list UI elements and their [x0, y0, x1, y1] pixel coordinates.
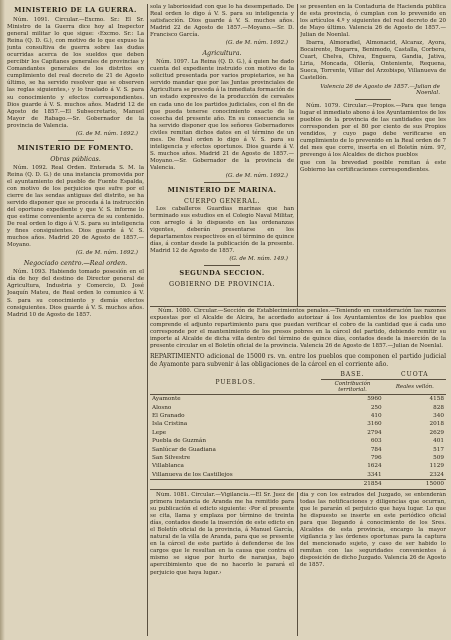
- repartimiento-title: REPARTIMIENTO adicional de 15000 rs. vn. entre los pueblos que componen el partido judicial de Ayamonte para subvenir á las obligaciones de la cárcel en el corriente año.: [150, 353, 446, 368]
- article-1097: Núm. 1097. La Reina (Q. D. G.), á quien he dado cuenta del expediente instruido con motivo de la solicitud presentada por varios propietarios, se ha servido mandar que por las Juntas provinciales de Agricultura se proceda á la inmediata formación de un estado expresivo de la producción de cereales en cada uno de los partidos judiciales, con el fin de que pueda tenerse conocimiento exacto de la cosecha del presente año. En su consecuencia se ha servido disponer que los señores Gobernadores civiles remitan dichos datos en el término de un mes. De Real orden lo digo á V. S. para su inteligencia y efectos oportunos. Dios guarde á V. S. muchos años. Madrid 21 de Agosto de 1857.—Moyano.—Sr. Gobernador de la provincia de Valencia.: [150, 59, 294, 171]
- cuota-value: 509: [433, 455, 444, 462]
- heading-ministerio-marina: MINISTERIO DE MARINA.: [167, 185, 277, 194]
- subheading-gobierno-provincia: GOBIERNO DE PROVINCIA.: [169, 280, 275, 289]
- article-1080-block: [150, 308, 446, 488]
- town-name: El Granado: [152, 413, 185, 420]
- signature-gazette-ref: (G. de M. núm. 1692.): [75, 130, 138, 137]
- cuota-value: 2629: [429, 429, 444, 436]
- total-cuota: 15000: [384, 480, 446, 489]
- signature-gazette-ref: (G. de M. núm. 1692.): [225, 172, 288, 179]
- cuota-value: 4158: [429, 396, 444, 403]
- table-row: [150, 437, 446, 445]
- cuota-value: 517: [433, 446, 444, 453]
- town-name: Lepe: [152, 429, 167, 436]
- signature-gazette-ref: (G. de M. núm. 1692.): [75, 250, 138, 257]
- column-middle: [150, 4, 294, 304]
- signature-gazette-ref: (G. de M. núm. 1692.): [225, 40, 288, 47]
- town-name: Ayamonte: [152, 396, 181, 403]
- base-value: 1624: [367, 463, 382, 470]
- cuota-value: 1129: [429, 463, 444, 470]
- section-divider: [58, 140, 94, 141]
- subheading-negociado-centro: Negociado centro.—Real orden.: [23, 259, 128, 268]
- base-value: 603: [370, 438, 382, 445]
- article-continuation: sola y laboriosidad con que lo ha desempeñado. De Real orden lo digo á V. S. para su inteligencia y satisfacción. Dios guarde á V. S. muchos años. Madrid 22 de Agosto de 1857.—Moyano.—Sr. D. Francisco García.: [150, 4, 294, 39]
- heading-segunda-seccion: SEGUNDA SECCION.: [179, 269, 265, 278]
- column-rule: [297, 4, 298, 306]
- section-divider: [355, 99, 391, 100]
- table-total-row: [150, 480, 446, 489]
- column-subheader-base: Contribución territorial.: [321, 380, 383, 395]
- base-value: 784: [370, 446, 382, 453]
- subheading-obras-publicas: Obras públicas.: [50, 154, 101, 163]
- repartimiento-rows: [150, 395, 446, 480]
- base-value: 5960: [367, 396, 382, 403]
- base-value: 796: [370, 455, 382, 462]
- heading-ministerio-fomento: MINISTERIO DE FOMENTO.: [17, 143, 134, 152]
- table-row: [150, 454, 446, 462]
- column-bottom-right: [300, 492, 446, 636]
- column-left: [7, 4, 144, 636]
- column-rule: [147, 4, 148, 636]
- town-name: Sanlúcar de Guadiana: [152, 446, 216, 453]
- total-base: 21854: [321, 480, 383, 489]
- town-list: Ibarra, Almoradiel, Almonacid, Alcaraz, Ayora, Bocairente, Bugarra, Benimodo, Castalla, Corbera, Cuart, Chelva, Chiva, Enguera, Gandia, Jativa, Liria, Moncada, Ollería, Onteniente, Requena, Sueca, Torrente, Villar del Arzobispo, Villanueva de Castellón.: [300, 40, 446, 82]
- signature-gazette-ref: (G. de M. núm. 149.): [229, 256, 288, 263]
- section-divider: [204, 265, 240, 266]
- cuota-value: 828: [433, 404, 444, 411]
- article-1079: Núm. 1079. Circular.—Propios.—Para que tenga lugar el inmediato abono á los Ayuntamientos de los pueblos de la provincia de las cantidades que les corresponden por el 80 por ciento de sus Propios vendidos, y cuyo pago debe verificarse en cumplimiento de lo prevenido en la Real orden de 7 del mes que corre, inserta en el Boletín núm. 97, prevengo á los Alcaldes de dichos pueblos: [300, 102, 446, 158]
- table-row: [150, 462, 446, 470]
- column-right: [300, 4, 446, 304]
- article-1081: Núm. 1081. Circular.—Vigilancia.—El Sr. Juez de primera instancia de Aranda me ha remitido para su publicación el edicto siguiente: ‹Por el presente se cita, llama y emplaza por término de treinta días, contados desde la inserción de este edicto en el Boletín oficial de la provincia, á Manuel García, natural de la villa de Aranda, para que se presente en la cárcel de este partido á defenderse de los cargos que le resultan en la causa que contra el mismo se sigue por hurto de naranjas, bajo apercibimiento que de no hacerlo le parará el perjuicio que haya lugar.›: [150, 492, 294, 576]
- article-continuation: se presenten en la Contaduría de Hacienda pública de esta provincia, ó cumplan con lo prevenido en los artículos 4.º y siguientes del real decreto de 20 de Mayo último. Valencia 26 de Agosto de 1857.—Julian de Noenlal.: [300, 4, 446, 39]
- column-header-cuota: CUOTA: [384, 370, 446, 380]
- cuota-value: 2324: [429, 471, 444, 478]
- column-bottom-left: [150, 492, 294, 636]
- base-value: 2794: [367, 429, 382, 436]
- town-name: Puebla de Guzmán: [152, 438, 206, 445]
- column-header-pueblos: PUEBLOS.: [150, 370, 321, 395]
- section-divider: [204, 182, 240, 183]
- subheading-cuerpo-general: CUERPO GENERAL.: [183, 196, 261, 205]
- table-row: [150, 412, 446, 420]
- subheading-agricultura: Agricultura.: [202, 49, 242, 58]
- total-label: [150, 480, 321, 489]
- table-row: [150, 395, 446, 404]
- column-subheader-cuota: Reales vellón.: [384, 380, 446, 395]
- article-1079-continued: que con la brevedad posible remitan á este Gobierno las certificaciones correspondientes.: [300, 159, 446, 173]
- cuota-value: 401: [433, 438, 444, 445]
- article-marina: Los caballeros Guardias marinas que han terminado sus estudios en el Colegio Naval Militar, con arreglo á lo dispuesto en las ordenanzas vigentes, deberán presentarse en los departamentos respectivos en el término de quince días, á contar desde la publicación de la presente. Madrid 12 de Agosto de 1857.: [150, 205, 294, 255]
- table-row: [150, 403, 446, 411]
- cuota-value: 340: [433, 413, 444, 420]
- town-name: Villablanca: [152, 463, 184, 470]
- cuota-value: 2018: [429, 421, 444, 428]
- base-value: 250: [370, 404, 382, 411]
- article-1081-continued: día y con los estrados del Juzgado, se entenderán todas las notificaciones y diligencias que ocurran, que le pararán el perjuicio que haya lugar. Lo que he dispuesto se inserte en este periódico oficial para que llegando á conocimiento de los Sres. Alcaldes de esta provincia, encargo la mayor vigilancia y las órdenes oportunas para la captura del mencionado sujeto, y caso de ser habido lo remitan con las seguridades convenientes á disposición de dicho Juzgado. Valencia 26 de Agosto de 1857.: [300, 492, 446, 569]
- table-row: [150, 429, 446, 437]
- heading-ministerio-guerra: MINISTERIO DE LA GUERRA.: [14, 6, 137, 14]
- town-name: Villanueva de los Castillejos: [152, 471, 233, 478]
- page-spine-shadow: [0, 0, 5, 640]
- table-row: [150, 445, 446, 453]
- base-value: 3341: [367, 471, 382, 478]
- town-name: Isla Cristina: [152, 421, 188, 428]
- signature-date: Valencia 26 de Agosto de 1857.—Julian de Noenlal.: [320, 83, 440, 96]
- table-row: [150, 420, 446, 428]
- base-value: 3160: [367, 421, 382, 428]
- article-1093: Núm. 1093. Habiendo tomado posesión en el día de hoy del destino de Director general de Agricultura, Industria y Comercio, D. José Joaquín Mateu, de Real orden lo comunico á V. S. para su conocimiento y demás efectos consiguientes. Dios guarde á V. S. muchos años. Madrid 10 de Agosto de 1857.: [7, 269, 144, 318]
- table-row: [150, 471, 446, 480]
- column-header-base: BASE.: [321, 370, 383, 380]
- article-1080: Núm. 1080. Circular.—Sección de Establecimientos penales.—Teniendo en consideración las razones expuestas por el Alcalde de Alcira, he acordado autorizar á los Ayuntamientos de los pueblos que comprende el adjunto repartimiento para que puedan verificar el cobro de la cantidad que á cada uno corresponde por el mantenimiento de los presos pobres en la cárcel del partido, debiendo remitir su importe al Alcalde de dicha villa dentro del término de quince días, contados desde la inserción de la presente circular en el Boletín oficial de la provincia. Valencia 26 de Agosto de 1857.—Julian de Noenlal.: [150, 308, 446, 350]
- base-value: 410: [370, 413, 382, 420]
- article-1091: Núm. 1091. Circular.—Excmo. Sr.: El Sr. Ministro de la Guerra dice hoy al Inspector general militar lo que sigue: ‹Excmo. Sr.: La Reina (Q. D. G.), con motivo de lo que expuso la junta consultiva de guerra sobre las dudas ocurridas acerca de los sueldos que deben percibir los Capitanes generales de provincias y Comandantes generales de los distritos en cumplimiento del real decreto de 21 de Agosto último, se ha servido resolver que se observen las reglas siguientes,› y lo traslado á V. S. para su conocimiento y efectos correspondientes. Dios guarde á V. S. muchos años. Madrid 12 de Agosto de 1857.—El Subsecretario, Manuel Mayor de Rabago.—Sr. Gobernador de la provincia de Valencia.: [7, 17, 144, 129]
- repartimiento-table: [150, 370, 446, 488]
- section-rule: [150, 306, 446, 307]
- town-name: Alosno: [152, 404, 172, 411]
- column-rule: [297, 492, 298, 636]
- town-name: San Silvestre: [152, 455, 191, 462]
- section-rule: [150, 489, 446, 490]
- article-1092: Núm. 1092. Real Orden. Enterada S. M. la Reina (Q. D. G.) de una instancia promovida por el ayuntamiento del pueblo de Fuente Espalda, con motivo de los perjuicios que sufre por el cierre de las sendas antiguas del distrito, se ha servido disponer que se proceda á la instrucción del oportuno expediente y que V. S. informe lo que estime conveniente acerca de su contenido. De real orden lo digo á V. S. para su inteligencia y fines consiguientes. Dios guarde á V. S. muchos años. Madrid 20 de Agosto de 1857.—Moyano.: [7, 164, 144, 249]
